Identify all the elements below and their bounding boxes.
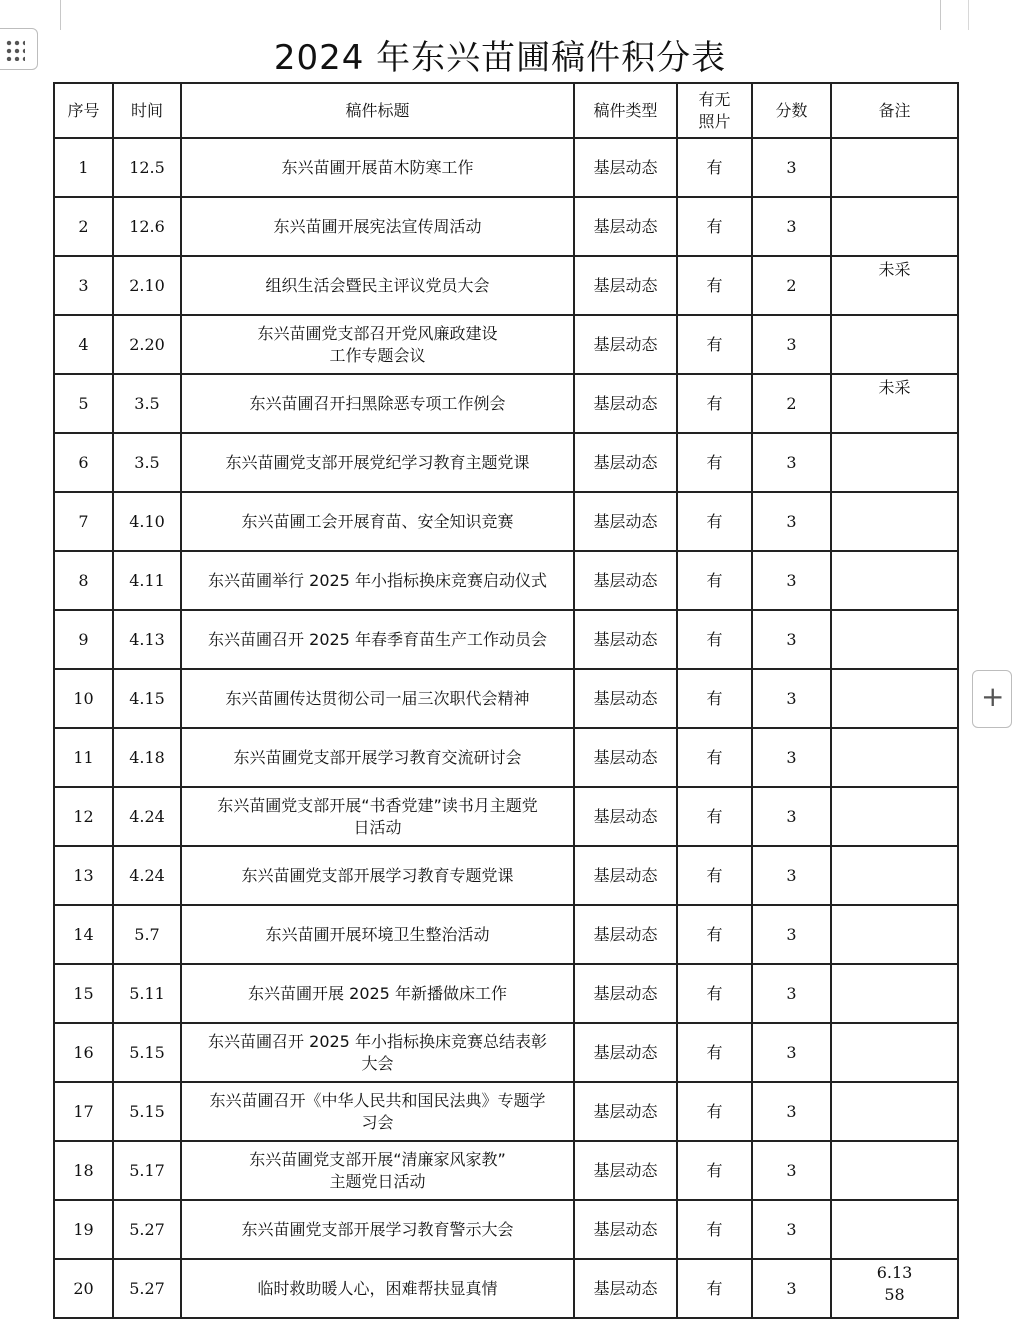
- cell-time[interactable]: 4.24: [113, 787, 181, 846]
- cell-time[interactable]: 5.11: [113, 964, 181, 1023]
- cell-type[interactable]: 基层动态: [574, 1259, 677, 1318]
- table-row: [54, 433, 958, 492]
- cell-photo[interactable]: 有: [677, 610, 752, 669]
- cell-remark[interactable]: [831, 964, 958, 1023]
- document-title: 2024 年东兴苗圃稿件积分表: [273, 38, 727, 78]
- cell-time[interactable]: 5.15: [113, 1082, 181, 1141]
- cell-no[interactable]: 17: [54, 1082, 113, 1141]
- cell-remark[interactable]: [831, 374, 958, 433]
- cell-score[interactable]: 3: [752, 669, 831, 728]
- cell-score[interactable]: 3: [752, 846, 831, 905]
- cell-score[interactable]: 3: [752, 1200, 831, 1259]
- cell-type[interactable]: 基层动态: [574, 846, 677, 905]
- cell-score[interactable]: 3: [752, 1259, 831, 1318]
- cell-photo[interactable]: 有: [677, 1082, 752, 1141]
- table-row: [54, 138, 958, 197]
- cell-headline[interactable]: [181, 492, 574, 551]
- cell-score[interactable]: 3: [752, 905, 831, 964]
- cell-type[interactable]: 基层动态: [574, 433, 677, 492]
- cell-type[interactable]: 基层动态: [574, 374, 677, 433]
- column-header-no: 序号: [54, 83, 113, 138]
- column-header-photo-line: 有无: [698, 89, 731, 109]
- cell-no[interactable]: 5: [54, 374, 113, 433]
- cell-time[interactable]: 4.10: [113, 492, 181, 551]
- cell-photo[interactable]: 有: [677, 551, 752, 610]
- remark-line: 未采: [878, 378, 911, 397]
- headline-line: 东兴苗圃召开 2025 年小指标换床竞赛总结表彰: [208, 1031, 547, 1051]
- cell-headline[interactable]: [181, 964, 574, 1023]
- cell-time[interactable]: 5.17: [113, 1141, 181, 1200]
- cell-time[interactable]: 12.6: [113, 197, 181, 256]
- cell-no[interactable]: 10: [54, 669, 113, 728]
- cell-type[interactable]: 基层动态: [574, 787, 677, 846]
- headline-line: 东兴苗圃党支部召开党风廉政建设: [257, 323, 498, 343]
- table-body: [54, 138, 958, 1318]
- cell-no[interactable]: 3: [54, 256, 113, 315]
- cell-photo[interactable]: 有: [677, 433, 752, 492]
- cell-remark[interactable]: [831, 315, 958, 374]
- cell-no[interactable]: 4: [54, 315, 113, 374]
- cell-no[interactable]: 16: [54, 1023, 113, 1082]
- cell-remark[interactable]: [831, 492, 958, 551]
- cell-type[interactable]: 基层动态: [574, 905, 677, 964]
- remark-line: 6.13: [876, 1263, 913, 1282]
- headline-line: 临时救助暖人心，困难帮扶显真情: [257, 1278, 498, 1298]
- cell-type[interactable]: 基层动态: [574, 610, 677, 669]
- cell-type[interactable]: 基层动态: [574, 138, 677, 197]
- table-row: [54, 374, 958, 433]
- cell-photo[interactable]: 有: [677, 728, 752, 787]
- table-row: [54, 1023, 958, 1082]
- cell-time[interactable]: 5.27: [113, 1259, 181, 1318]
- cell-time[interactable]: 2.20: [113, 315, 181, 374]
- cell-headline[interactable]: [181, 315, 574, 374]
- column-header-photo: [677, 83, 752, 138]
- cell-photo[interactable]: 有: [677, 374, 752, 433]
- column-header-headline: 稿件标题: [181, 83, 574, 138]
- plus-icon: +: [981, 680, 1005, 713]
- table-row: [54, 1200, 958, 1259]
- headline-line: 工作专题会议: [329, 345, 426, 365]
- table-row: [54, 492, 958, 551]
- cell-no[interactable]: 7: [54, 492, 113, 551]
- table-row: [54, 1259, 958, 1318]
- cell-type[interactable]: 基层动态: [574, 1141, 677, 1200]
- cell-time[interactable]: 4.13: [113, 610, 181, 669]
- cell-score[interactable]: 3: [752, 315, 831, 374]
- headline-line: 东兴苗圃开展 2025 年新播做床工作: [248, 983, 507, 1003]
- cell-time[interactable]: 12.5: [113, 138, 181, 197]
- cell-remark[interactable]: [831, 1259, 958, 1318]
- cell-no[interactable]: 6: [54, 433, 113, 492]
- cell-headline[interactable]: [181, 1259, 574, 1318]
- cell-headline[interactable]: [181, 1023, 574, 1082]
- cell-type[interactable]: 基层动态: [574, 1200, 677, 1259]
- cell-score[interactable]: 3: [752, 1141, 831, 1200]
- headline-line: 东兴苗圃党支部开展学习教育交流研讨会: [233, 747, 522, 767]
- cell-type[interactable]: 基层动态: [574, 551, 677, 610]
- table-header-row: [54, 83, 958, 138]
- headline-line: 东兴苗圃工会开展育苗、安全知识竞赛: [241, 511, 514, 531]
- cell-photo[interactable]: 有: [677, 964, 752, 1023]
- remark-line: 58: [884, 1285, 905, 1304]
- cell-type[interactable]: 基层动态: [574, 492, 677, 551]
- cell-no[interactable]: 19: [54, 1200, 113, 1259]
- cell-headline[interactable]: [181, 728, 574, 787]
- headline-line: 东兴苗圃召开《中华人民共和国民法典》专题学: [209, 1090, 546, 1110]
- cell-photo[interactable]: 有: [677, 197, 752, 256]
- cell-remark[interactable]: [831, 1141, 958, 1200]
- cell-score[interactable]: 3: [752, 138, 831, 197]
- cell-score[interactable]: 3: [752, 728, 831, 787]
- headline-line: 东兴苗圃开展苗木防寒工作: [281, 157, 474, 177]
- cell-remark[interactable]: [831, 787, 958, 846]
- cell-photo[interactable]: 有: [677, 138, 752, 197]
- page-edge: [940, 0, 941, 30]
- cell-score[interactable]: 3: [752, 964, 831, 1023]
- table-row: [54, 1141, 958, 1200]
- cell-score[interactable]: 3: [752, 492, 831, 551]
- cell-no[interactable]: 15: [54, 964, 113, 1023]
- table-row: [54, 551, 958, 610]
- cell-score[interactable]: 2: [752, 256, 831, 315]
- cell-headline[interactable]: [181, 256, 574, 315]
- cell-no[interactable]: 2: [54, 197, 113, 256]
- cell-time[interactable]: 4.11: [113, 551, 181, 610]
- cell-remark[interactable]: [831, 905, 958, 964]
- cell-photo[interactable]: 有: [677, 846, 752, 905]
- column-header-remark: 备注: [831, 83, 958, 138]
- table-row: [54, 256, 958, 315]
- cell-time[interactable]: 4.24: [113, 846, 181, 905]
- cell-headline[interactable]: [181, 1082, 574, 1141]
- cell-headline[interactable]: [181, 1200, 574, 1259]
- table-row: [54, 315, 958, 374]
- cell-remark[interactable]: [831, 551, 958, 610]
- cell-remark[interactable]: [831, 138, 958, 197]
- cell-score[interactable]: 3: [752, 433, 831, 492]
- cell-remark[interactable]: [831, 610, 958, 669]
- page-edge: [968, 0, 969, 30]
- cell-remark[interactable]: [831, 728, 958, 787]
- cell-time[interactable]: 3.5: [113, 433, 181, 492]
- table-row: [54, 197, 958, 256]
- headline-line: 东兴苗圃开展宪法宣传周活动: [273, 216, 482, 236]
- table-row: [54, 964, 958, 1023]
- cell-photo[interactable]: 有: [677, 492, 752, 551]
- headline-line: 日活动: [353, 817, 402, 837]
- headline-line: 东兴苗圃召开扫黑除恶专项工作例会: [249, 393, 506, 413]
- cell-headline[interactable]: [181, 1141, 574, 1200]
- cell-photo[interactable]: 有: [677, 905, 752, 964]
- cell-headline[interactable]: [181, 905, 574, 964]
- column-header-photo-line: 照片: [698, 111, 731, 131]
- cell-headline[interactable]: [181, 669, 574, 728]
- cell-remark[interactable]: [831, 1200, 958, 1259]
- cell-headline[interactable]: [181, 610, 574, 669]
- cell-score[interactable]: 3: [752, 1023, 831, 1082]
- cell-time[interactable]: 4.15: [113, 669, 181, 728]
- cell-score[interactable]: 3: [752, 1082, 831, 1141]
- column-header-time: 时间: [113, 83, 181, 138]
- cell-remark[interactable]: [831, 433, 958, 492]
- cell-headline[interactable]: [181, 846, 574, 905]
- add-column-button[interactable]: [972, 670, 1012, 728]
- cell-no[interactable]: 18: [54, 1141, 113, 1200]
- page-edge: [60, 0, 61, 30]
- headline-line: 东兴苗圃党支部开展“书香党建”读书月主题党: [217, 795, 538, 815]
- headline-line: 大会: [361, 1053, 394, 1073]
- headline-line: 东兴苗圃传达贯彻公司一届三次职代会精神: [225, 688, 530, 708]
- cell-headline[interactable]: [181, 138, 574, 197]
- cell-type[interactable]: 基层动态: [574, 256, 677, 315]
- table-row: [54, 846, 958, 905]
- cell-remark[interactable]: [831, 256, 958, 315]
- headline-line: 东兴苗圃党支部开展学习教育警示大会: [241, 1219, 514, 1239]
- cell-time[interactable]: 3.5: [113, 374, 181, 433]
- table-row: [54, 787, 958, 846]
- score-table: [53, 82, 959, 1319]
- cell-no[interactable]: 11: [54, 728, 113, 787]
- cell-photo[interactable]: 有: [677, 669, 752, 728]
- cell-remark[interactable]: [831, 1082, 958, 1141]
- headline-line: 主题党日活动: [329, 1171, 426, 1191]
- cell-photo[interactable]: 有: [677, 1141, 752, 1200]
- cell-remark[interactable]: [831, 846, 958, 905]
- headline-line: 习会: [361, 1112, 394, 1132]
- cell-time[interactable]: 5.7: [113, 905, 181, 964]
- table-row: [54, 669, 958, 728]
- cell-type[interactable]: 基层动态: [574, 315, 677, 374]
- headline-line: 东兴苗圃党支部开展学习教育专题党课: [241, 865, 514, 885]
- cell-score[interactable]: 3: [752, 197, 831, 256]
- column-header-type: 稿件类型: [574, 83, 677, 138]
- cell-type[interactable]: 基层动态: [574, 197, 677, 256]
- headline-line: 东兴苗圃举行 2025 年小指标换床竞赛启动仪式: [208, 570, 547, 590]
- cell-no[interactable]: 1: [54, 138, 113, 197]
- cell-time[interactable]: 2.10: [113, 256, 181, 315]
- cell-type[interactable]: 基层动态: [574, 669, 677, 728]
- cell-photo[interactable]: 有: [677, 1200, 752, 1259]
- cell-no[interactable]: 13: [54, 846, 113, 905]
- cell-photo[interactable]: 有: [677, 256, 752, 315]
- cell-no[interactable]: 12: [54, 787, 113, 846]
- table-row: [54, 610, 958, 669]
- cell-no[interactable]: 9: [54, 610, 113, 669]
- cell-headline[interactable]: [181, 433, 574, 492]
- cell-time[interactable]: 5.27: [113, 1200, 181, 1259]
- table-row: [54, 728, 958, 787]
- headline-line: 东兴苗圃召开 2025 年春季育苗生产工作动员会: [208, 629, 547, 649]
- cell-type[interactable]: 基层动态: [574, 964, 677, 1023]
- cell-photo[interactable]: 有: [677, 1023, 752, 1082]
- cell-time[interactable]: 5.15: [113, 1023, 181, 1082]
- cell-no[interactable]: 20: [54, 1259, 113, 1318]
- cell-headline[interactable]: [181, 787, 574, 846]
- cell-no[interactable]: 14: [54, 905, 113, 964]
- cell-headline[interactable]: [181, 374, 574, 433]
- cell-photo[interactable]: 有: [677, 315, 752, 374]
- cell-remark[interactable]: [831, 1023, 958, 1082]
- cell-headline[interactable]: [181, 197, 574, 256]
- cell-photo[interactable]: 有: [677, 787, 752, 846]
- cell-type[interactable]: 基层动态: [574, 1023, 677, 1082]
- cell-score[interactable]: 3: [752, 551, 831, 610]
- remark-line: 未采: [878, 260, 911, 279]
- cell-remark[interactable]: [831, 669, 958, 728]
- table-row: [54, 905, 958, 964]
- cell-score[interactable]: 3: [752, 610, 831, 669]
- cell-score[interactable]: 3: [752, 787, 831, 846]
- headline-line: 东兴苗圃党支部开展党纪学习教育主题党课: [225, 452, 530, 472]
- table-row: [54, 1082, 958, 1141]
- cell-score[interactable]: 2: [752, 374, 831, 433]
- headline-line: 组织生活会暨民主评议党员大会: [265, 275, 490, 295]
- cell-time[interactable]: 4.18: [113, 728, 181, 787]
- column-header-score: 分数: [752, 83, 831, 138]
- cell-no[interactable]: 8: [54, 551, 113, 610]
- cell-headline[interactable]: [181, 551, 574, 610]
- cell-type[interactable]: 基层动态: [574, 728, 677, 787]
- cell-remark[interactable]: [831, 197, 958, 256]
- headline-line: 东兴苗圃党支部开展“清廉家风家教”: [249, 1149, 506, 1169]
- cell-photo[interactable]: 有: [677, 1259, 752, 1318]
- headline-line: 东兴苗圃开展环境卫生整治活动: [265, 924, 490, 944]
- cell-type[interactable]: 基层动态: [574, 1082, 677, 1141]
